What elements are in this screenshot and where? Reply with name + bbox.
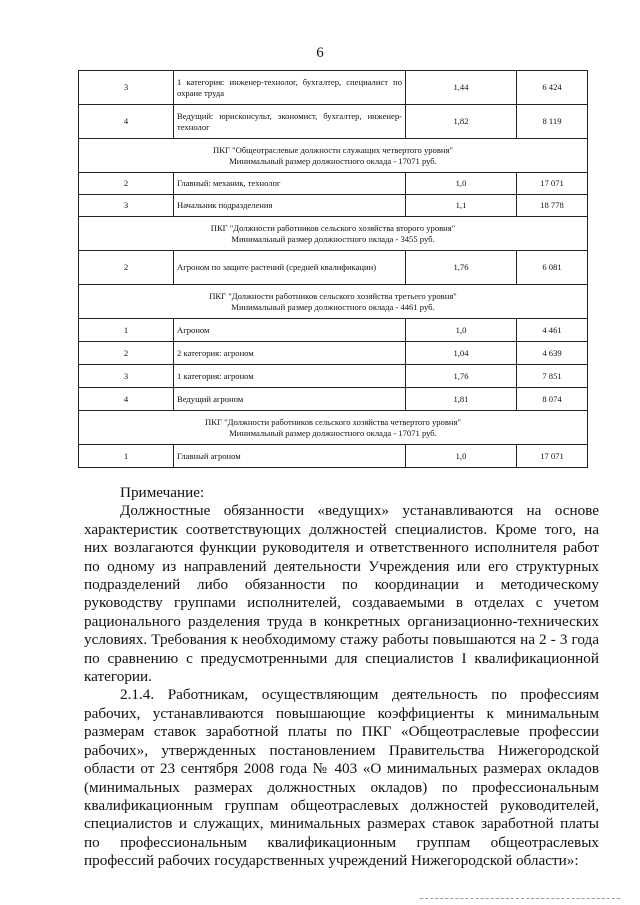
- table-row: [79, 251, 588, 285]
- group-header: [79, 139, 588, 173]
- salary: 8 074: [517, 388, 588, 411]
- group-min-salary: Минимальный размер должностного оклада - 3455 руб.: [231, 233, 435, 244]
- group-header: [79, 285, 588, 319]
- position-name: 1 категория: инженер-технолог, бухгалтер, специалист по охране труда: [174, 71, 406, 105]
- clause-paragraph: 2.1.4. Работникам, осуществляющим деятельность по профессиям рабочих, устанавливаются повышающие коэффициенты к минимальным размерам ставок заработной платы по ПКГ «Общеотраслевые профессии рабочих», утвержденных постановлением Правительства Нижегородской области от 23 сентября 2008 года № 403 «О минимальных размерах окладов (минимальных размерах должностных окладов) по профессиональным квалификационным группам общеотраслевых должностей руководителей, специалистов и служащих, минимальных размерах ставок заработной платы по профессиональным квалификационным группам общеотраслевых профессий рабочих государственных учреждений Нижегородской области»:: [84, 686, 599, 870]
- table-row: [79, 173, 588, 195]
- salary: 4 639: [517, 342, 588, 365]
- row-number: 1: [79, 319, 174, 342]
- position-name: 1 категория: агроном: [174, 365, 406, 388]
- coefficient: 1,82: [406, 105, 517, 139]
- position-name: Агроном: [174, 319, 406, 342]
- salary-table: [78, 70, 588, 468]
- salary: 6 424: [517, 71, 588, 105]
- table-row: [79, 445, 588, 468]
- coefficient: 1,04: [406, 342, 517, 365]
- group-header-row: [79, 285, 588, 319]
- table-row: [79, 105, 588, 139]
- position-name: Главный: механик, технолог: [174, 173, 406, 195]
- salary: 17 071: [517, 173, 588, 195]
- group-min-salary: Минимальный размер должностного оклада - 4461 руб.: [231, 301, 435, 312]
- table-row: [79, 319, 588, 342]
- position-name: Ведущий агроном: [174, 388, 406, 411]
- note-section: [84, 480, 599, 871]
- position-name: Агроном по защите растений (средней квалификации): [174, 251, 406, 285]
- group-title: ПКГ "Должности работников сельского хозяйства второго уровня": [210, 223, 456, 233]
- salary: 8 119: [517, 105, 588, 139]
- row-number: 2: [79, 342, 174, 365]
- group-header-row: [79, 217, 588, 251]
- table-row: [79, 365, 588, 388]
- row-number: 2: [79, 251, 174, 285]
- coefficient: 1,44: [406, 71, 517, 105]
- group-header: [79, 411, 588, 445]
- salary: 18 778: [517, 195, 588, 217]
- group-header-row: [79, 411, 588, 445]
- group-header: [79, 217, 588, 251]
- group-header-row: [79, 139, 588, 173]
- row-number: 3: [79, 71, 174, 105]
- coefficient: 1,76: [406, 251, 517, 285]
- coefficient: 1,0: [406, 319, 517, 342]
- group-title: ПКГ "Должности работников сельского хозяйства третьего уровня": [209, 291, 457, 301]
- row-number: 3: [79, 365, 174, 388]
- coefficient: 1,0: [406, 445, 517, 468]
- coefficient: 1,0: [406, 173, 517, 195]
- group-min-salary: Минимальный размер должностного оклада - 17071 руб.: [229, 427, 437, 438]
- note-paragraph: Должностные обязанности «ведущих» устанавливаются на основе характеристик соответствующих должностей специалистов. Кроме того, на них возлагаются функции руководителя и ответственного исполнителя работ по одному из направлений деятельности Учреждения или его структурных подразделений либо обязанности по координации и методическому руководству группами исполнителей, создаваемыми в отделах с учетом рационального разделения труда в конкретных организационно-технических условиях. Требования к необходимому стажу работы повышаются на 2 - 3 года по сравнению с предусмотренными для специалистов I квалификационной категории.: [84, 502, 599, 686]
- row-number: 4: [79, 105, 174, 139]
- coefficient: 1,1: [406, 195, 517, 217]
- position-name: 2 категория: агроном: [174, 342, 406, 365]
- salary: 4 461: [517, 319, 588, 342]
- position-name: Ведущий: юрисконсульт, экономист, бухгалтер, инженер-технолог: [174, 105, 406, 139]
- salary: 17 071: [517, 445, 588, 468]
- table-row: [79, 342, 588, 365]
- page-number: 6: [316, 45, 324, 61]
- salary: 6 081: [517, 251, 588, 285]
- row-number: 2: [79, 173, 174, 195]
- row-number: 1: [79, 445, 174, 468]
- position-name: Начальник подразделения: [174, 195, 406, 217]
- table-row: [79, 71, 588, 105]
- row-number: 3: [79, 195, 174, 217]
- table-row: [79, 388, 588, 411]
- coefficient: 1,76: [406, 365, 517, 388]
- group-title: ПКГ "Должности работников сельского хозяйства четвертого уровня": [205, 417, 461, 427]
- table-row: [79, 195, 588, 217]
- position-name: Главный агроном: [174, 445, 406, 468]
- note-title: Примечание:: [120, 484, 205, 501]
- group-title: ПКГ "Общеотраслевые должности служащих четвертого уровня": [213, 145, 453, 155]
- group-min-salary: Минимальный размер должностного оклада - 17071 руб.: [229, 155, 437, 166]
- salary: 7 851: [517, 365, 588, 388]
- row-number: 4: [79, 388, 174, 411]
- coefficient: 1,81: [406, 388, 517, 411]
- footer-rule: [420, 898, 620, 899]
